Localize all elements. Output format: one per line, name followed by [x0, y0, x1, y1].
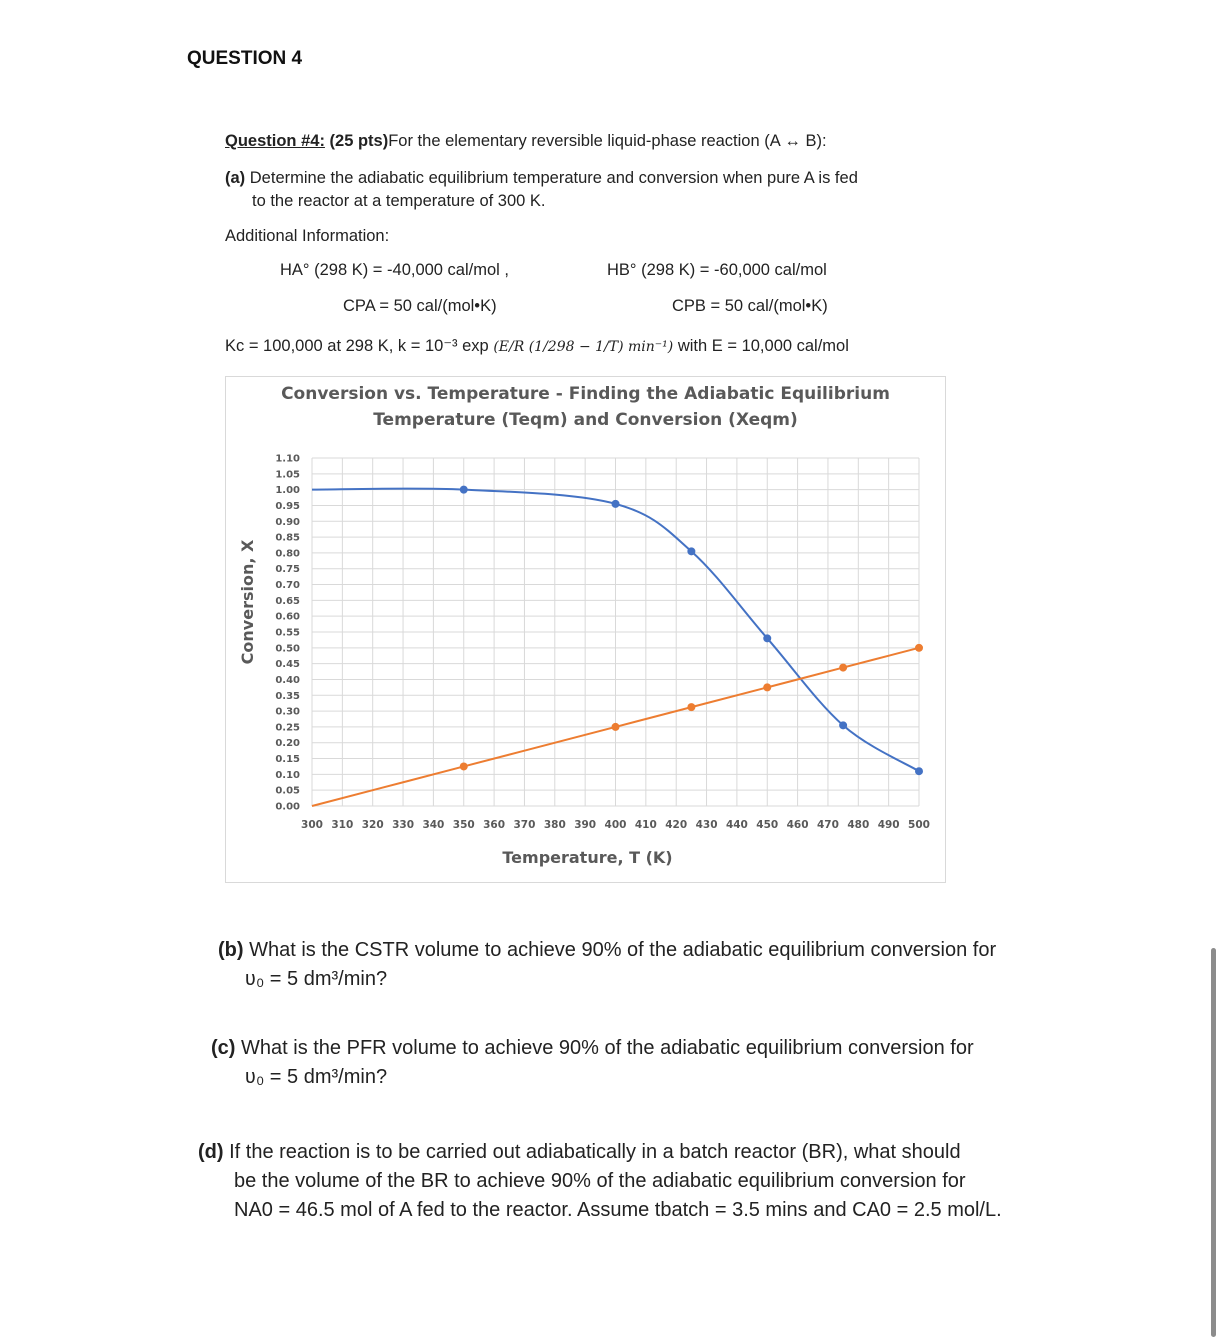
x-tick-label: 420	[665, 819, 688, 831]
enthalpy-b: HB° (298 K) = -60,000 cal/mol	[607, 261, 827, 279]
part-b	[218, 936, 996, 994]
data-point	[839, 721, 847, 729]
part-a-label: (a)	[225, 169, 246, 187]
data-point	[460, 762, 468, 770]
vertical-scrollbar[interactable]	[1211, 948, 1216, 1337]
y-tick-label: 0.40	[275, 674, 300, 686]
y-tick-label: 0.70	[275, 580, 300, 592]
x-tick-label: 470	[816, 819, 839, 831]
part-d-label: (d)	[198, 1141, 224, 1163]
y-tick-label: 1.00	[275, 485, 300, 497]
kc-formula: (E/R (1/298 − 1/T) min⁻¹)	[493, 339, 674, 355]
y-tick-label: 0.00	[275, 801, 300, 813]
heat-capacity-b: CPB = 50 cal/(mol•K)	[672, 297, 828, 315]
y-tick-label: 0.80	[275, 548, 300, 560]
part-d-line2: be the volume of the BR to achieve 90% of the adiabatic equilibrium conversion for	[234, 1170, 966, 1192]
question-points: (25 pts)	[329, 132, 389, 150]
part-c-label: (c)	[211, 1037, 236, 1059]
y-tick-label: 0.65	[275, 595, 300, 607]
y-tick-label: 0.60	[275, 611, 300, 623]
y-tick-label: 0.85	[275, 532, 300, 544]
x-tick-label: 450	[756, 819, 779, 831]
heat-capacity-a: CPA = 50 cal/(mol•K)	[343, 297, 497, 315]
y-tick-label: 0.10	[275, 769, 300, 781]
part-a-text: Determine the adiabatic equilibrium temperature and conversion when pure A is fed	[249, 169, 858, 187]
x-tick-label: 500	[908, 819, 930, 831]
part-c	[211, 1034, 974, 1092]
question-number: Question #4:	[225, 132, 325, 150]
chart-title-line2: Temperature (Teqm) and Conversion (Xeqm)	[373, 410, 798, 430]
part-b-label: (b)	[218, 939, 244, 961]
y-axis-label: Conversion, X	[238, 539, 257, 665]
x-tick-label: 410	[634, 819, 657, 831]
y-tick-label: 0.35	[275, 690, 300, 702]
y-tick-label: 0.15	[275, 754, 300, 766]
data-point	[763, 683, 771, 691]
x-tick-label: 480	[847, 819, 870, 831]
part-d-line3: NA0 = 46.5 mol of A fed to the reactor. Assume tbatch = 3.5 mins and CA0 = 2.5 mol/L.	[234, 1199, 1002, 1221]
data-point	[763, 634, 771, 642]
y-tick-label: 0.25	[275, 722, 300, 734]
y-tick-label: 0.20	[275, 738, 300, 750]
kc-energy: with E = 10,000 cal/mol	[677, 337, 849, 355]
x-tick-label: 490	[877, 819, 900, 831]
x-tick-label: 300	[301, 819, 323, 831]
data-point	[839, 664, 847, 672]
x-tick-label: 380	[543, 819, 566, 831]
y-tick-label: 0.30	[275, 706, 300, 718]
data-point	[915, 644, 923, 652]
rate-constant-line	[225, 336, 849, 356]
x-tick-label: 360	[483, 819, 506, 831]
y-tick-label: 0.95	[275, 500, 300, 512]
x-tick-label: 350	[452, 819, 475, 831]
conversion-temperature-chart	[225, 376, 946, 883]
x-tick-label: 390	[574, 819, 597, 831]
y-tick-label: 0.45	[275, 659, 300, 671]
x-tick-label: 340	[422, 819, 445, 831]
x-tick-label: 320	[361, 819, 384, 831]
y-tick-label: 1.10	[275, 453, 300, 465]
y-tick-label: 1.05	[275, 469, 300, 481]
part-a-line1	[225, 169, 858, 188]
data-point	[460, 486, 468, 494]
part-c-line2: ʋ₀ = 5 dm³/min?	[245, 1066, 388, 1088]
part-c-line1: What is the PFR volume to achieve 90% of the adiabatic equilibrium conversion for	[241, 1037, 974, 1059]
question-intro-line	[225, 132, 827, 151]
part-a-line2: to the reactor at a temperature of 300 K.	[252, 192, 546, 210]
enthalpy-a: HA° (298 K) = -40,000 cal/mol ,	[280, 261, 509, 279]
data-point	[612, 723, 620, 731]
part-b-line2: ʋ₀ = 5 dm³/min?	[245, 968, 388, 990]
y-tick-label: 0.05	[275, 785, 300, 797]
x-axis-label: Temperature, T (K)	[502, 848, 673, 867]
data-point	[612, 500, 620, 508]
data-point	[687, 703, 695, 711]
x-tick-label: 440	[725, 819, 748, 831]
part-b-line1: What is the CSTR volume to achieve 90% of the adiabatic equilibrium conversion for	[249, 939, 997, 961]
x-tick-label: 330	[392, 819, 415, 831]
part-d	[198, 1138, 1002, 1225]
y-tick-label: 0.90	[275, 516, 300, 528]
question-header: QUESTION 4	[187, 48, 303, 69]
chart-title-line1: Conversion vs. Temperature - Finding the Adiabatic Equilibrium	[281, 384, 890, 404]
y-tick-label: 0.75	[275, 564, 300, 576]
data-point	[915, 767, 923, 775]
chart-plot	[226, 377, 945, 882]
y-tick-label: 0.55	[275, 627, 300, 639]
y-tick-label: 0.50	[275, 643, 300, 655]
kc-text: Kc = 100,000 at 298 K, k = 10⁻³ exp	[225, 337, 489, 355]
additional-info-heading: Additional Information:	[225, 227, 390, 245]
x-tick-label: 370	[513, 819, 536, 831]
x-tick-label: 400	[604, 819, 627, 831]
x-tick-label: 460	[786, 819, 809, 831]
x-tick-label: 430	[695, 819, 718, 831]
question-intro: For the elementary reversible liquid-phase reaction (A ↔ B):	[388, 132, 827, 150]
x-tick-label: 310	[331, 819, 354, 831]
part-d-line1: If the reaction is to be carried out adiabatically in a batch reactor (BR), what should	[229, 1141, 961, 1163]
data-point	[687, 547, 695, 555]
